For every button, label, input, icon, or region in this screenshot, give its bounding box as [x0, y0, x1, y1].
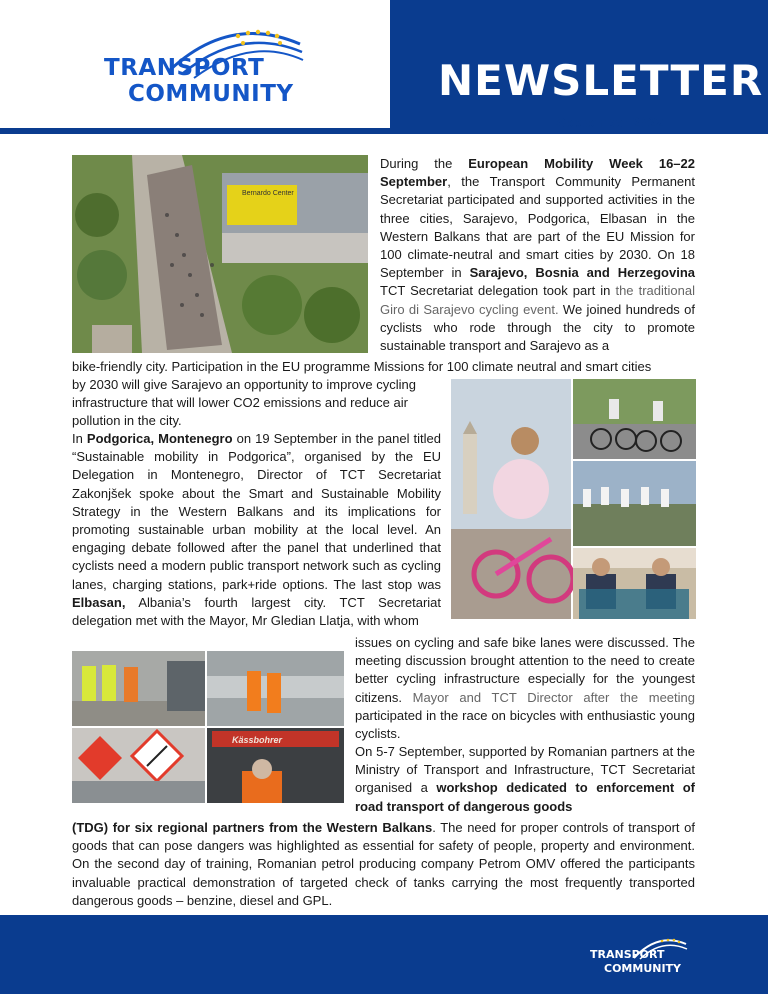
paragraph-sarajevo: [380, 155, 695, 355]
text-run: issues on cycling and safe bike lanes were discussed. The meeting discussion brought attention to the need to create better cycling infrastructure especially for the youngest citizens.: [355, 635, 695, 705]
highlight-mobility-week: European Mobility Week 16–22 September: [380, 156, 695, 190]
highlight-tdg-partners: (TDG) for six regional partners from the Western Balkans: [72, 820, 433, 835]
paragraph-sarajevo-cont-line: bike-friendly city. Participation in the EU programme Missions for 100 climate neutral and smart cities: [72, 359, 652, 374]
paragraph-podgorica: [72, 430, 441, 630]
newsletter-title: NEWSLETTER: [438, 56, 764, 105]
paragraph-tdg-workshop: [355, 743, 695, 816]
footer-logo-line1: TRANSPORT: [590, 948, 665, 961]
highlight-elbasan: Elbasan,: [72, 594, 126, 610]
photo-collage-cycling: [451, 379, 696, 619]
highlight-sarajevo: Sarajevo, Bosnia and Herzegovina: [469, 265, 696, 281]
text-run: During the: [380, 156, 469, 171]
text-run-grey: the traditional Giro di Sarajevo cycling event.: [380, 283, 695, 317]
text-run: We joined hundreds of cyclists who rode through the city to promote sustainable transport and Sarajevo as a: [380, 301, 695, 354]
issue-date: September 2022: [556, 114, 664, 130]
text-run: In: [72, 431, 87, 446]
logo-text-line2: COMMUNITY: [128, 81, 294, 107]
building-sign-text: Bernardo Center: [242, 190, 294, 197]
footer-logo-line2: COMMUNITY: [604, 962, 682, 975]
text-run: On 5-7 September, supported by Romanian partners at the Ministry of Transport and Infrastructure, TCT Secretariat organised a: [355, 744, 695, 796]
paragraph-tdg-cont: [72, 819, 695, 910]
paragraph-sarajevo-cont: by 2030 will give Sarajevo an opportunity to improve cycling infrastructure that will lower CO2 emissions and reduce air pollution in the city.: [72, 377, 416, 429]
text-run: . The need for proper controls of transport of goods that can pose dangers was highlighted as essential for safety of people, property and environment. On the second day of training, Romanian petrol producing company Petrom OMV offered the participants invaluable practical demonstration of targeted check of tanks carrying the most frequently transported dangerous goods – benzine, diesel and GPL.: [72, 820, 695, 908]
truck-brand-text: Kässbohrer: [232, 735, 283, 745]
text-run: , the Transport Community Permanent Secretariat participated and supported activities in the three cities, Sarajevo, Podgorica, Elbasan in the Western Balkans that are part of the EU Mission for 100 climate-neutral and smart cities by 2030. On 18 September in: [380, 174, 695, 281]
photo-collage-dangerous-goods: [72, 651, 344, 803]
text-run-grey: Mayor and TCT Director after the meeting: [412, 689, 695, 705]
text-run: participated in the race on bicycles with enthusiastic young cyclists.: [355, 707, 695, 742]
highlight-workshop: workshop dedicated to enforcement of road transport of dangerous goods: [355, 780, 695, 814]
highlight-podgorica: Podgorica, Montenegro: [86, 431, 233, 446]
logo-text-line1: TRANSPORT: [104, 55, 265, 81]
text-run: TCT Secretariat delegation took part in: [380, 283, 616, 299]
text-run: Albania’s fourth largest city. TCT Secretariat delegation met with the Mayor, Mr Gledian Llatja, with whom: [72, 594, 441, 629]
paragraph-elbasan-cont: [355, 634, 695, 743]
photo-cycling-crowd: [72, 155, 368, 353]
text-run: on 19 September in the panel titled “Sustainable mobility in Podgorica”, organised by the EU Delegation in Montenegro, Director of TCT Secretariat Zakonjšek spoke about the Smart and Sustainable Mobility Strategy in the Western Balkans and its implications for promoting sustainable urban mobility at the local level. An engaging debate followed after the panel that underlined that cyclists need a modern public transport network such as cycling lanes, charging stations, park+ride options. The last stop was: [72, 431, 441, 592]
